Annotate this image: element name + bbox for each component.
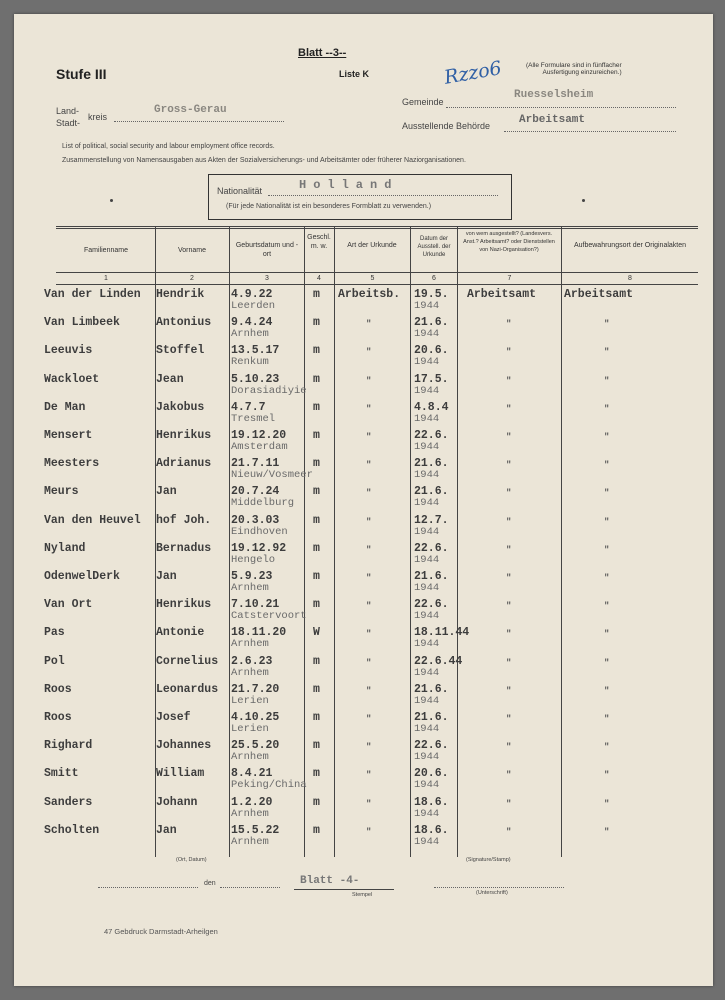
cell-archive: " <box>604 798 610 809</box>
cell-sex: m <box>313 598 320 612</box>
cell-first-name: Jan <box>156 823 177 837</box>
cell-doc-type: " <box>366 403 372 414</box>
ort-datum-caption: (Ort, Datum) <box>176 857 207 863</box>
nationality-value: Holland <box>299 178 399 192</box>
cell-archive: " <box>604 460 610 471</box>
cell-sex: m <box>313 344 320 358</box>
cell-birth-date: 15.5.22 <box>231 823 280 837</box>
cell-birth-date: 18.11.20 <box>231 626 287 640</box>
cell-issuer: Arbeitsamt <box>467 288 537 301</box>
cell-birth-place: Arnhem <box>231 751 269 764</box>
cell-birth-date: 5.10.23 <box>231 372 280 386</box>
cell-doc-type: " <box>366 657 372 668</box>
cell-surname: OdenwelDerk <box>44 570 120 583</box>
behoerde-dotted-line <box>504 131 676 132</box>
cell-birth-date: 2.6.23 <box>231 654 273 668</box>
col-divider-5 <box>410 227 411 857</box>
cell-doc-type: " <box>366 573 372 583</box>
cell-issuer: " <box>506 601 512 612</box>
cell-first-name: Johannes <box>156 739 212 753</box>
cell-issuer: " <box>506 573 512 583</box>
cell-issue-year: 1944 <box>414 638 440 651</box>
cell-archive: " <box>604 375 610 386</box>
cell-doc-type: " <box>366 347 372 358</box>
cell-surname: Pas <box>44 626 65 640</box>
header-rule <box>56 272 698 273</box>
cell-issuer: " <box>506 742 512 753</box>
col-divider-2 <box>229 227 230 857</box>
blatt-label: Blatt --3-- <box>298 47 347 59</box>
cell-first-name: Adrianus <box>156 457 212 471</box>
handwritten-stamp-note: Rzzo6 <box>442 57 504 89</box>
kreis-label: kreis <box>88 112 108 122</box>
cell-archive: " <box>604 573 610 583</box>
cell-birth-place: Arnhem <box>231 666 269 679</box>
signature-caption: (Signature/Stamp) <box>466 857 511 863</box>
cell-issuer: " <box>506 798 512 809</box>
cell-birth-date: 20.7.24 <box>231 485 280 499</box>
col-header-8: Aufbewahrungsort der Originalakten <box>573 242 687 249</box>
cell-issue-year: 1944 <box>414 356 440 369</box>
col-divider-4 <box>334 227 335 857</box>
cell-issue-year: 1944 <box>414 723 440 735</box>
gemeinde-label: Gemeinde <box>402 97 444 107</box>
col-header-1: Familienname <box>84 247 128 254</box>
cell-archive: " <box>604 629 610 640</box>
cell-issue-date: 21.6. <box>414 682 449 696</box>
cell-birth-date: 25.5.20 <box>231 739 280 753</box>
cell-first-name: Antonie <box>156 626 205 640</box>
cell-birth-date: 21.7.20 <box>231 682 280 696</box>
cell-issue-date: 12.7. <box>414 513 449 527</box>
cell-issuer: " <box>506 516 512 527</box>
cell-issue-date: 22.6.44 <box>414 654 463 668</box>
cell-first-name: Jean <box>156 372 184 386</box>
col-header-5: Art der Urkunde <box>347 242 397 249</box>
cell-birth-date: 20.3.03 <box>231 513 280 527</box>
cell-archive: " <box>604 347 610 358</box>
col-number-2: 2 <box>190 275 194 282</box>
cell-issuer: " <box>506 347 512 358</box>
cell-birth-date: 19.12.92 <box>231 541 287 555</box>
cell-birth-date: 4.7.7 <box>231 400 266 414</box>
cell-surname: Van den Heuvel <box>44 513 141 527</box>
cell-sex: W <box>313 626 320 640</box>
cell-surname: Roos <box>44 711 72 724</box>
cell-issuer: " <box>506 544 512 555</box>
cell-issue-year: 1944 <box>414 779 440 792</box>
cell-birth-place: Tresmel <box>231 412 276 425</box>
cell-birth-place: Arnhem <box>231 638 269 651</box>
place-dotted-line <box>98 887 198 888</box>
cell-sex: m <box>313 767 320 781</box>
cell-birth-place: Peking/China <box>231 779 307 792</box>
cell-doc-type: " <box>366 432 372 442</box>
cell-issue-date: 20.6. <box>414 767 449 781</box>
cell-surname: Van der Linden <box>44 288 141 301</box>
cell-birth-place: Hengelo <box>231 553 276 566</box>
cell-issuer: " <box>506 403 512 414</box>
cell-issue-year: 1944 <box>414 328 440 341</box>
cell-issuer: " <box>506 629 512 640</box>
cell-birth-place: Amsterdam <box>231 441 288 453</box>
cell-archive: " <box>604 432 610 442</box>
cell-issuer: " <box>506 488 512 499</box>
cell-issue-year: 1944 <box>414 497 440 510</box>
stufe-label: Stufe III <box>56 66 107 82</box>
cell-doc-type: Arbeitsb. <box>338 288 401 301</box>
cell-issue-date: 19.5. <box>414 288 449 301</box>
cell-issue-date: 4.8.4 <box>414 400 449 414</box>
printer-imprint: 47 Gebdruck Darmstadt-Arheilgen <box>104 927 218 936</box>
cell-issue-date: 22.6. <box>414 598 449 612</box>
col-number-8: 8 <box>628 275 632 282</box>
cell-first-name: Cornelius <box>156 654 219 668</box>
cell-issue-year: 1944 <box>414 441 440 453</box>
cell-sex: m <box>313 288 320 301</box>
col-number-1: 1 <box>104 275 108 282</box>
cell-birth-date: 19.12.20 <box>231 429 287 442</box>
formular-note-line-2: Ausfertigung einzureichen.) <box>542 69 622 76</box>
cell-archive: " <box>604 544 610 555</box>
cell-birth-place: Arnhem <box>231 835 269 848</box>
cell-issuer: " <box>506 657 512 668</box>
table-top-rule <box>56 226 698 227</box>
col-header-3: Geburtsdatum und -ort <box>235 242 299 258</box>
cell-issue-year: 1944 <box>414 384 440 397</box>
cell-issue-date: 22.6. <box>414 541 449 555</box>
cell-archive: " <box>604 488 610 499</box>
cell-birth-date: 8.4.21 <box>231 767 273 781</box>
cell-issue-date: 22.6. <box>414 739 449 753</box>
col-number-3: 3 <box>265 275 269 282</box>
behoerde-value: Arbeitsamt <box>519 114 586 126</box>
cell-issue-year: 1944 <box>414 469 440 482</box>
cell-first-name: Jan <box>156 570 177 583</box>
cell-first-name: William <box>156 767 205 781</box>
cell-surname: Wackloet <box>44 372 100 386</box>
nationality-label: Nationalität <box>217 186 263 196</box>
cell-birth-place: Lerien <box>231 723 269 735</box>
cell-issue-year: 1944 <box>414 835 440 848</box>
cell-first-name: Bernadus <box>156 541 212 555</box>
cell-sex: m <box>313 570 320 583</box>
cell-issue-year: 1944 <box>414 525 440 538</box>
cell-issuer: " <box>506 319 512 330</box>
cell-sex: m <box>313 795 320 809</box>
cell-doc-type: " <box>366 601 372 612</box>
kreis-value: Gross-Gerau <box>154 104 227 116</box>
cell-sex: m <box>313 711 320 724</box>
col-header-6: Datum der Ausstell. der Urkunde <box>417 236 451 258</box>
col-divider-6 <box>457 227 458 857</box>
cell-surname: Van Limbeek <box>44 316 120 330</box>
cell-archive: " <box>604 319 610 330</box>
col-number-5: 5 <box>370 275 375 282</box>
cell-birth-place: Arnhem <box>231 328 269 341</box>
den-label: den <box>204 880 216 887</box>
cell-issue-date: 21.6. <box>414 711 449 724</box>
land-label: Land- <box>56 106 80 116</box>
kreis-dotted-line <box>114 121 284 122</box>
cell-archive: " <box>604 657 610 668</box>
cell-doc-type: " <box>366 714 372 724</box>
col-header-7: von wem ausgestellt? (Landesvers. Anst.? Arbeitsamt? oder Dienststellen von Nazi-Organisation?) <box>463 231 555 253</box>
cell-doc-type: " <box>366 798 372 809</box>
table-top-rule-2 <box>56 228 698 229</box>
cell-doc-type: " <box>366 375 372 386</box>
stadt-label: Stadt- <box>56 118 81 128</box>
col-number-6: 6 <box>432 275 436 282</box>
cell-sex: m <box>313 372 320 386</box>
cell-surname: Roos <box>44 682 72 696</box>
description-german: Zusammenstellung von Namensausgaben aus Akten der Sozialversicherungs- und Arbeitsämter oder früherer Naziorganisationen. <box>62 157 466 164</box>
cell-first-name: Henrikus <box>156 429 212 442</box>
cell-doc-type: " <box>366 544 372 555</box>
cell-birth-place: Lerien <box>231 694 269 707</box>
cell-birth-date: 13.5.17 <box>231 344 280 358</box>
cell-issue-year: 1944 <box>414 694 440 707</box>
cell-sex: m <box>313 823 320 837</box>
cell-issuer: " <box>506 770 512 781</box>
cell-archive: " <box>604 770 610 781</box>
cell-doc-type: " <box>366 770 372 781</box>
cell-first-name: Leonardus <box>156 682 219 696</box>
cell-issue-date: 17.5. <box>414 372 449 386</box>
cell-archive: " <box>604 714 610 724</box>
cell-first-name: Henrikus <box>156 598 212 612</box>
col-number-4: 4 <box>317 275 321 282</box>
cell-birth-date: 21.7.11 <box>231 457 280 471</box>
cell-birth-place: Eindhoven <box>231 525 288 538</box>
cell-sex: m <box>313 654 320 668</box>
cell-issuer: " <box>506 460 512 471</box>
punch-dot-1 <box>110 199 113 202</box>
behoerde-label: Ausstellende Behörde <box>402 121 491 131</box>
formular-note <box>526 62 622 76</box>
cell-birth-date: 4.10.25 <box>231 711 280 724</box>
cell-doc-type: " <box>366 826 372 837</box>
date-dotted-line <box>220 887 280 888</box>
cell-surname: Leeuvis <box>44 344 93 358</box>
cell-issue-year: 1944 <box>414 666 440 679</box>
cell-doc-type: " <box>366 685 372 696</box>
stamp-line <box>294 889 394 890</box>
cell-issue-year: 1944 <box>414 807 440 820</box>
cell-issue-year: 1944 <box>414 300 440 312</box>
cell-birth-place: Arnhem <box>231 807 269 820</box>
cell-issuer: " <box>506 826 512 837</box>
gemeinde-dotted-line <box>446 107 676 108</box>
cell-birth-place: Catstervoort <box>231 610 307 623</box>
cell-surname: Nyland <box>44 541 86 555</box>
signature-dotted-line <box>434 887 564 888</box>
cell-birth-place: Middelburg <box>231 497 295 510</box>
cell-first-name: Johann <box>156 795 198 809</box>
cell-surname: Meesters <box>44 457 100 471</box>
document-page <box>14 14 713 986</box>
cell-doc-type: " <box>366 742 372 753</box>
cell-archive: " <box>604 685 610 696</box>
cell-issue-date: 20.6. <box>414 344 449 358</box>
punch-dot-2 <box>582 199 585 202</box>
cell-first-name: hof Joh. <box>156 513 212 527</box>
col-number-7: 7 <box>507 275 512 282</box>
cell-surname: Meurs <box>44 485 79 499</box>
col-header-2: Vorname <box>177 247 207 254</box>
cell-sex: m <box>313 316 320 330</box>
cell-sex: m <box>313 457 320 471</box>
gemeinde-value: Ruesselsheim <box>514 89 594 101</box>
cell-surname: Van Ort <box>44 598 93 612</box>
cell-doc-type: " <box>366 629 372 640</box>
cell-birth-date: 7.10.21 <box>231 598 280 612</box>
col-divider-3 <box>304 227 305 857</box>
liste-label: Liste K <box>339 69 370 79</box>
cell-issuer: " <box>506 432 512 442</box>
cell-issuer: " <box>506 714 512 724</box>
col-divider-7 <box>561 227 562 857</box>
cell-surname: Scholten <box>44 823 100 837</box>
cell-issue-date: 21.6. <box>414 570 449 583</box>
cell-issue-date: 21.6. <box>414 485 449 499</box>
cell-doc-type: " <box>366 516 372 527</box>
cell-first-name: Jan <box>156 485 177 499</box>
formular-note-line-1: (Alle Formulare sind in fünffacher <box>526 62 622 69</box>
cell-surname: Smitt <box>44 767 79 781</box>
cell-sex: m <box>313 541 320 555</box>
cell-surname: De Man <box>44 400 86 414</box>
cell-archive: " <box>604 742 610 753</box>
cell-issue-date: 18.11.44 <box>414 626 470 640</box>
cell-issue-year: 1944 <box>414 610 440 623</box>
cell-issue-year: 1944 <box>414 553 440 566</box>
cell-archive: Arbeitsamt <box>564 288 634 301</box>
cell-birth-date: 1.2.20 <box>231 795 273 809</box>
unterschrift-caption: (Unterschrift) <box>476 890 508 896</box>
cell-issue-date: 18.6. <box>414 823 449 837</box>
stempel-caption: Stempel <box>352 892 373 898</box>
cell-issue-year: 1944 <box>414 582 440 594</box>
cell-birth-place: Arnhem <box>231 582 269 594</box>
next-blatt-label: Blatt -4- <box>300 875 360 887</box>
cell-first-name: Josef <box>156 711 191 724</box>
cell-first-name: Stoffel <box>156 344 205 358</box>
cell-birth-place: Renkum <box>231 356 269 369</box>
cell-first-name: Jakobus <box>156 400 205 414</box>
cell-birth-place: Nieuw/Vosmeer <box>231 469 313 482</box>
cell-sex: m <box>313 739 320 753</box>
cell-sex: m <box>313 485 320 499</box>
cell-issue-year: 1944 <box>414 412 440 425</box>
nationality-note: (Für jede Nationalität ist ein besonderes Formblatt zu verwenden.) <box>226 203 432 210</box>
cell-issue-year: 1944 <box>414 751 440 764</box>
cell-birth-date: 4.9.22 <box>231 288 273 301</box>
cell-issue-date: 18.6. <box>414 795 449 809</box>
cell-first-name: Antonius <box>156 316 212 330</box>
cell-archive: " <box>604 403 610 414</box>
cell-issuer: " <box>506 685 512 696</box>
cell-birth-date: 5.9.23 <box>231 570 273 583</box>
cell-birth-place: Dorasiadiyie <box>231 384 307 397</box>
cell-first-name: Hendrik <box>156 288 205 301</box>
cell-archive: " <box>604 826 610 837</box>
cell-sex: m <box>313 682 320 696</box>
cell-birth-place: Leerden <box>231 300 276 312</box>
cell-surname: Righard <box>44 739 93 753</box>
cell-archive: " <box>604 601 610 612</box>
cell-archive: " <box>604 516 610 527</box>
cell-sex: m <box>313 513 320 527</box>
cell-surname: Pol <box>44 654 65 668</box>
nationality-dotted-line <box>268 195 498 196</box>
cell-issue-date: 21.6. <box>414 316 449 330</box>
cell-doc-type: " <box>366 460 372 471</box>
description-english: List of political, social security and labour employment office records. <box>62 143 275 150</box>
cell-surname: Sanders <box>44 795 93 809</box>
col-header-4: Geschl. m. w. <box>307 234 331 250</box>
cell-sex: m <box>313 429 320 442</box>
cell-sex: m <box>313 400 320 414</box>
cell-issue-date: 22.6. <box>414 429 449 442</box>
number-rule <box>56 284 698 285</box>
cell-issuer: " <box>506 375 512 386</box>
cell-doc-type: " <box>366 488 372 499</box>
cell-surname: Mensert <box>44 429 93 442</box>
cell-issue-date: 21.6. <box>414 457 449 471</box>
cell-doc-type: " <box>366 319 372 330</box>
cell-birth-date: 9.4.24 <box>231 316 273 330</box>
